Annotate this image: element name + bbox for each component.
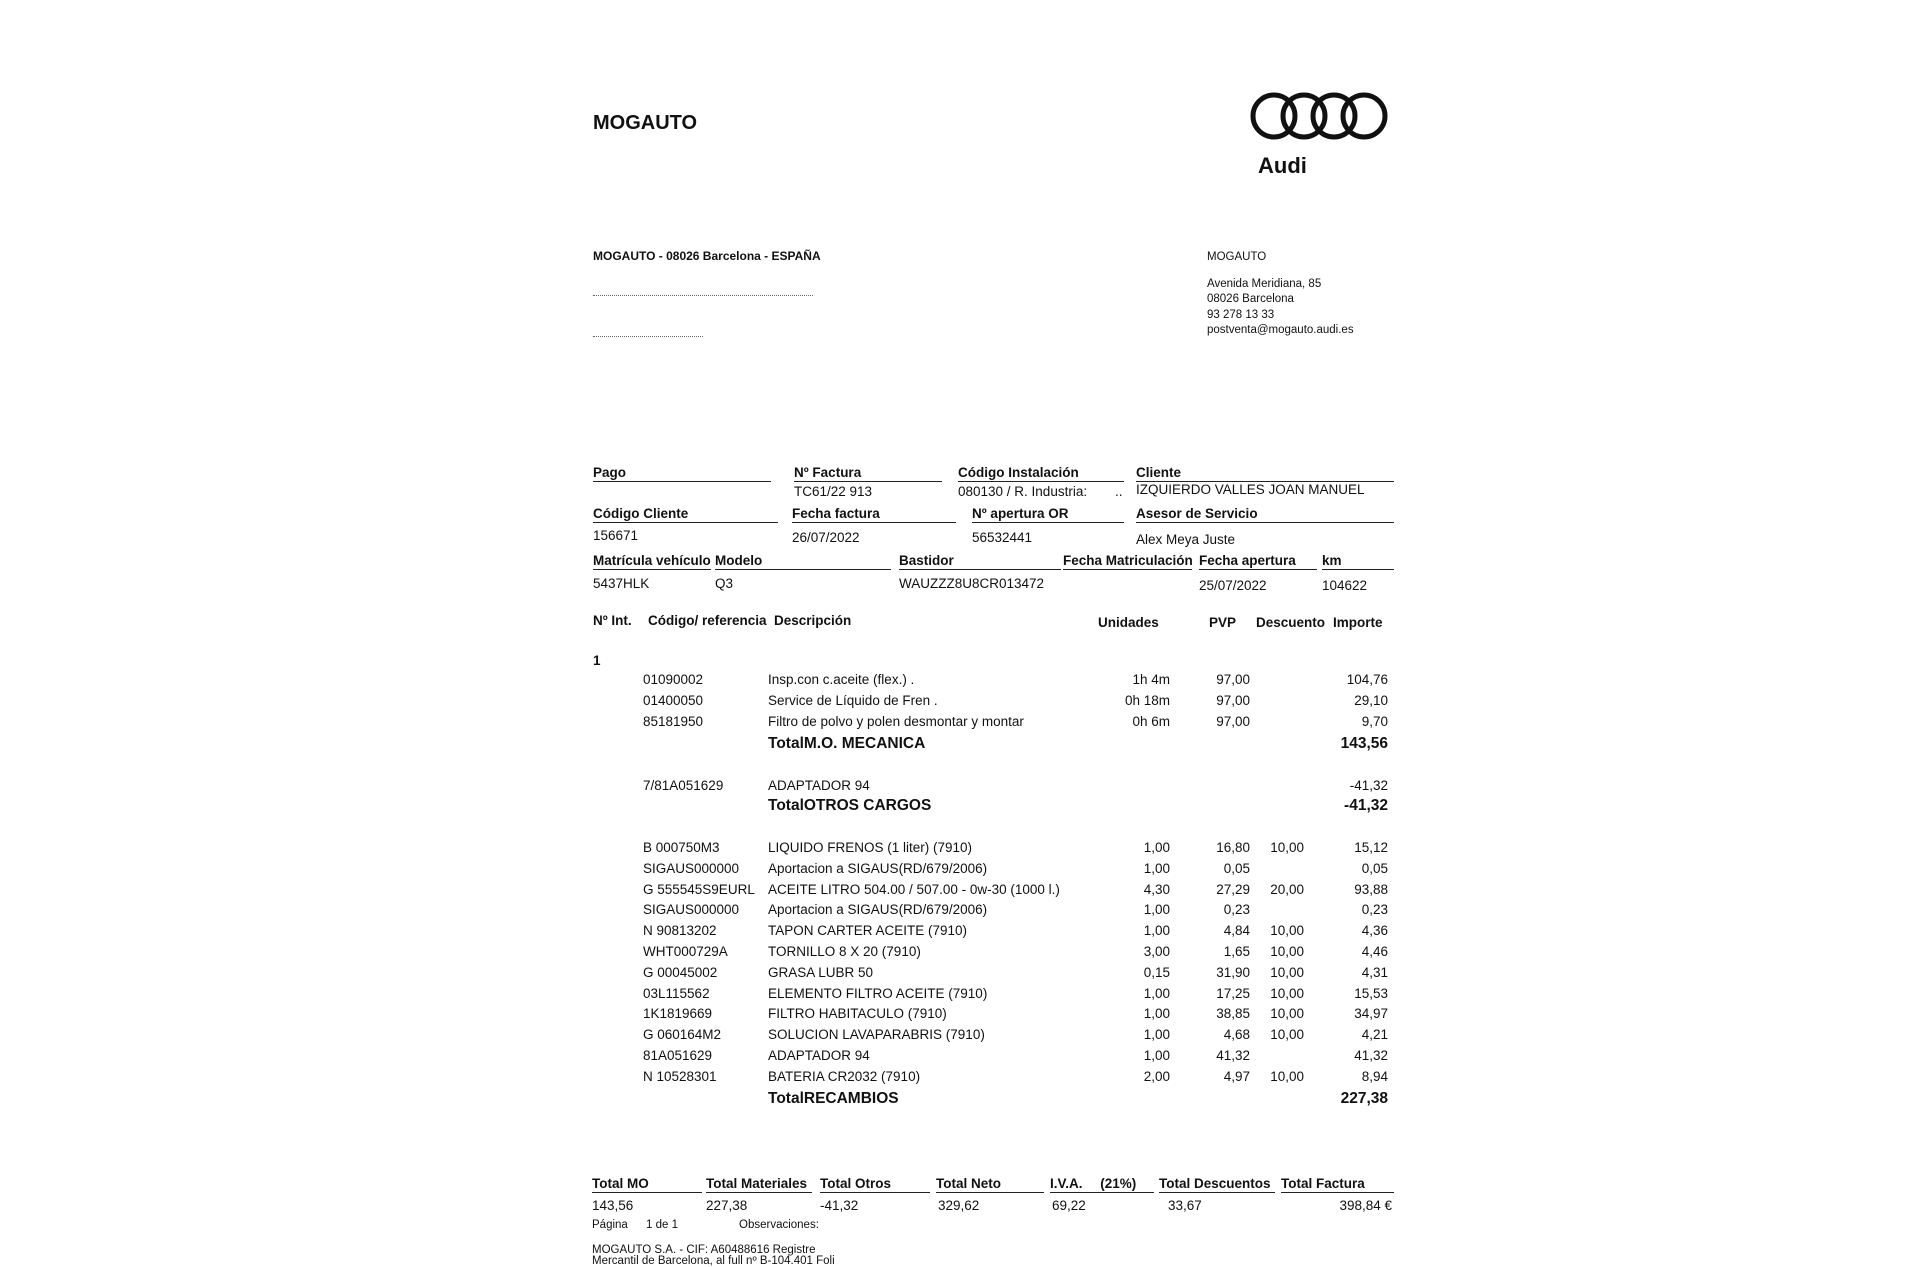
item-discount: 10,00 [1270, 944, 1304, 959]
observaciones-label: Observaciones: [739, 1219, 819, 1231]
line-item [0, 1048, 1920, 1068]
item-units: 4,30 [1143, 881, 1170, 897]
item-code: G 060164M2 [643, 1027, 722, 1043]
line-item [0, 882, 1920, 902]
address-line: 93 278 13 33 [1207, 308, 1275, 321]
label-fecha-factura: Fecha factura [792, 506, 956, 523]
line-item [0, 693, 1920, 713]
item-discount: 10,00 [1270, 1068, 1304, 1084]
item-description: Aportacion a SIGAUS(RD/679/2006) [768, 902, 988, 918]
item-amount: 15,12 [1354, 840, 1388, 855]
item-description: GRASA LUBR 50 [768, 964, 874, 980]
line-item [0, 778, 1920, 798]
value-fecha-apertura: 25/07/2022 [1199, 578, 1267, 593]
value-modelo: Q3 [715, 576, 734, 591]
item-description: SOLUCION LAVAPARABRIS (7910) [768, 1027, 985, 1043]
item-amount: 29,10 [1354, 693, 1388, 708]
label-total-factura: Total Factura [1281, 1176, 1394, 1193]
line-item [0, 1027, 1920, 1047]
item-pvp: 97,00 [1216, 672, 1250, 687]
item-amount: 104,76 [1346, 672, 1388, 687]
item-code: SIGAUS000000 [643, 902, 740, 918]
line-item [0, 840, 1920, 860]
label-factura: Nº Factura [794, 465, 942, 482]
label-iva [1050, 1176, 1154, 1193]
item-amount: 9,70 [1361, 714, 1388, 729]
item-description: BATERIA CR2032 (7910) [768, 1068, 921, 1084]
section-total-label: TotalRECAMBIOS [768, 1090, 899, 1107]
col-descripcion: Descripción [774, 613, 852, 628]
line-item [0, 944, 1920, 964]
item-amount: 93,88 [1354, 881, 1388, 897]
item-description: FILTRO HABITACULO (7910) [768, 1006, 947, 1022]
value-total-factura: 398,84 € [1339, 1198, 1392, 1213]
section-total-row [0, 797, 1920, 817]
label-total-neto: Total Neto [936, 1176, 1044, 1193]
value-iva: 69,22 [1052, 1198, 1086, 1213]
item-pvp: 4,97 [1223, 1068, 1250, 1084]
item-discount: 20,00 [1270, 881, 1304, 897]
col-pvp: PVP [1209, 615, 1237, 630]
item-description: Insp.con c.aceite (flex.) . [768, 672, 915, 687]
line-item [0, 965, 1920, 985]
item-units: 1h 4m [1132, 672, 1170, 687]
item-code: N 90813202 [643, 923, 717, 939]
item-code: 01090002 [643, 672, 704, 687]
audi-logo-text: Audi [1258, 153, 1307, 178]
section-total-amount: 227,38 [1340, 1090, 1388, 1107]
value-codigo-cliente: 156671 [593, 528, 639, 543]
item-units: 1,00 [1143, 1048, 1170, 1063]
redacted-mark [593, 336, 703, 338]
col-codigo: Código/ referencia [648, 613, 767, 628]
sender-line: MOGAUTO - 08026 Barcelona - ESPAÑA [593, 249, 821, 263]
item-code: WHT000729A [643, 944, 728, 959]
audi-rings-icon [1250, 86, 1400, 146]
line-item [0, 1069, 1920, 1089]
item-description: TORNILLO 8 X 20 (7910) [768, 944, 921, 959]
item-description: ADAPTADOR 94 [768, 778, 870, 793]
value-total-otros: -41,32 [820, 1198, 859, 1213]
label-fecha-apertura: Fecha apertura [1199, 553, 1317, 570]
item-description: Filtro de polvo y polen desmontar y montar [768, 714, 1024, 729]
item-discount: 10,00 [1270, 840, 1304, 855]
address-line: 08026 Barcelona [1207, 293, 1294, 305]
iva-rate: (21%) [1100, 1176, 1137, 1191]
item-pvp: 0,23 [1223, 902, 1250, 918]
item-pvp: 97,00 [1216, 714, 1250, 729]
page-value: 1 de 1 [646, 1219, 678, 1231]
item-amount: 0,05 [1361, 860, 1388, 876]
value-asesor: Alex Meya Juste [1136, 532, 1236, 547]
line-item [0, 986, 1920, 1006]
value-bastidor: WAUZZZ8U8CR013472 [899, 576, 1045, 591]
item-code: 1K1819669 [643, 1006, 713, 1022]
section-total-amount: 143,56 [1340, 735, 1388, 752]
item-amount: 4,21 [1361, 1027, 1388, 1043]
group-number: 1 [593, 653, 601, 668]
item-units: 2,00 [1143, 1068, 1170, 1084]
item-discount: 10,00 [1270, 1006, 1304, 1022]
item-amount: 34,97 [1354, 1006, 1388, 1022]
label-codigo-cliente: Código Cliente [593, 506, 778, 523]
address-line: postventa@mogauto.audi.es [1207, 324, 1354, 336]
item-pvp: 1,65 [1223, 944, 1250, 959]
item-description: TAPON CARTER ACEITE (7910) [768, 923, 968, 939]
line-item [0, 714, 1920, 734]
line-item [0, 1006, 1920, 1026]
label-total-otros: Total Otros [820, 1176, 930, 1193]
item-code: B 000750M3 [643, 840, 720, 855]
label-fecha-matriculacion: Fecha Matriculación [1063, 553, 1193, 568]
value-instalacion-dots: .. [1115, 484, 1123, 499]
address-line: Avenida Meridiana, 85 [1207, 277, 1322, 290]
address-line: MOGAUTO [1207, 251, 1267, 263]
item-amount: -41,32 [1349, 778, 1388, 793]
item-pvp: 97,00 [1216, 693, 1250, 708]
section-total-row [0, 1090, 1920, 1110]
item-code: 03L115562 [643, 985, 710, 1001]
value-total-descuentos: 33,67 [1168, 1198, 1202, 1213]
audi-logo [1250, 86, 1400, 151]
value-km: 104622 [1322, 578, 1368, 593]
section-total-label: TotalM.O. MECANICA [768, 735, 926, 752]
line-item [0, 672, 1920, 692]
col-n-int: Nº Int. [593, 613, 632, 628]
page-label: Página [592, 1219, 628, 1231]
label-cliente: Cliente [1136, 465, 1394, 482]
value-total-neto: 329,62 [938, 1198, 980, 1213]
item-amount: 4,36 [1361, 923, 1388, 939]
item-code: 81A051629 [643, 1048, 713, 1063]
item-amount: 15,53 [1354, 985, 1388, 1001]
item-description: ADAPTADOR 94 [768, 1048, 870, 1063]
item-discount: 10,00 [1270, 923, 1304, 939]
label-total-materiales: Total Materiales [706, 1176, 812, 1193]
line-item [0, 902, 1920, 922]
value-cliente: IZQUIERDO VALLES JOAN MANUEL [1136, 482, 1365, 497]
item-description: Aportacion a SIGAUS(RD/679/2006) [768, 860, 988, 876]
label-matricula: Matrícula vehículo [593, 553, 711, 568]
item-units: 1,00 [1143, 1027, 1170, 1043]
item-amount: 4,31 [1361, 964, 1388, 980]
company-name: MOGAUTO [593, 112, 698, 134]
item-pvp: 16,80 [1216, 840, 1250, 855]
line-item [0, 861, 1920, 881]
item-discount: 10,00 [1270, 1027, 1304, 1043]
redacted-mark [593, 295, 813, 297]
value-total-mo: 143,56 [592, 1198, 634, 1213]
label-pago: Pago [593, 465, 771, 482]
value-matricula: 5437HLK [593, 576, 650, 591]
col-importe: Importe [1333, 615, 1383, 630]
value-apertura-or: 56532441 [972, 530, 1033, 545]
item-pvp: 41,32 [1216, 1048, 1250, 1063]
item-pvp: 4,68 [1223, 1027, 1250, 1043]
item-code: 7/81A051629 [643, 778, 724, 793]
item-units: 3,00 [1143, 944, 1170, 959]
item-pvp: 27,29 [1216, 881, 1250, 897]
item-amount: 8,94 [1361, 1068, 1388, 1084]
label-apertura-or: Nº apertura OR [972, 506, 1124, 523]
label-total-mo: Total MO [592, 1176, 702, 1193]
item-pvp: 38,85 [1216, 1006, 1250, 1022]
item-units: 1,00 [1143, 840, 1170, 855]
iva-label: I.V.A. [1050, 1176, 1083, 1191]
value-factura: TC61/22 913 [794, 484, 873, 499]
section-total-row [0, 735, 1920, 755]
col-unidades: Unidades [1098, 615, 1159, 630]
item-pvp: 4,84 [1223, 923, 1250, 939]
item-units: 0h 18m [1124, 693, 1170, 708]
dealer-address [1207, 250, 1354, 339]
item-discount: 10,00 [1270, 985, 1304, 1001]
value-instalacion: 080130 / R. Industria: [958, 484, 1088, 499]
item-code: G 555545S9EURL [643, 881, 755, 897]
item-discount: 10,00 [1270, 964, 1304, 980]
legal-line-1: MOGAUTO S.A. - CIF: A60488616 Registre [592, 1244, 816, 1256]
item-units: 0,15 [1143, 964, 1170, 980]
item-units: 1,00 [1143, 1006, 1170, 1022]
section-total-amount: -41,32 [1344, 797, 1388, 814]
value-fecha-factura: 26/07/2022 [792, 530, 860, 545]
item-description: LIQUIDO FRENOS (1 liter) (7910) [768, 840, 973, 855]
label-asesor: Asesor de Servicio [1136, 506, 1394, 523]
item-amount: 0,23 [1361, 902, 1388, 918]
item-units: 1,00 [1143, 923, 1170, 939]
label-total-descuentos: Total Descuentos [1159, 1176, 1275, 1193]
item-code: G 00045002 [643, 964, 718, 980]
item-units: 1,00 [1143, 860, 1170, 876]
label-modelo: Modelo [715, 553, 891, 570]
legal-line-2: Mercantil de Barcelona, al full nº B-104.401 Foli [592, 1255, 835, 1267]
item-code: N 10528301 [643, 1068, 717, 1084]
line-item [0, 923, 1920, 943]
label-km: km [1322, 553, 1394, 570]
item-code: 01400050 [643, 693, 704, 708]
item-description: ELEMENTO FILTRO ACEITE (7910) [768, 985, 988, 1001]
item-pvp: 31,90 [1216, 964, 1250, 980]
col-descuento: Descuento [1256, 615, 1326, 630]
label-bastidor: Bastidor [899, 553, 1061, 570]
item-amount: 4,46 [1361, 944, 1388, 959]
item-units: 1,00 [1143, 985, 1170, 1001]
item-pvp: 0,05 [1223, 860, 1250, 876]
item-units: 0h 6m [1132, 714, 1170, 729]
item-description: Service de Líquido de Fren . [768, 693, 938, 708]
label-instalacion: Código Instalación [958, 465, 1124, 482]
value-total-materiales: 227,38 [706, 1198, 748, 1213]
item-code: SIGAUS000000 [643, 860, 740, 876]
item-pvp: 17,25 [1216, 985, 1250, 1001]
item-amount: 41,32 [1354, 1048, 1388, 1063]
item-units: 1,00 [1143, 902, 1170, 918]
item-code: 85181950 [643, 714, 704, 729]
item-description: ACEITE LITRO 504.00 / 507.00 - 0w-30 (1000 l.) [768, 881, 1060, 897]
section-total-label: TotalOTROS CARGOS [768, 797, 932, 814]
